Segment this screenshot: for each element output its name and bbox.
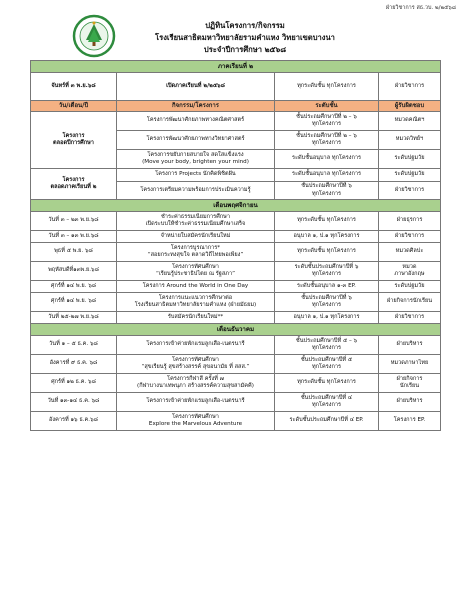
table-row: วันที่ ๑ – ๕ ธ.ค. ๖๘ โครงการเข้าค่ายพักแรมลูกเสือ-เนตรนารี ชั้นประถมศึกษาปีที่ ๕ – ๖ ทุกโครงการ ฝ่ายบริหาร	[31, 336, 441, 355]
school-logo-icon	[72, 14, 116, 58]
col-owner: ผู้รับผิดชอบ	[379, 101, 441, 112]
table-row: ศุกร์ที่ ๑๔ พ.ย. ๖๘ โครงการแนะแนวการศึกษาต่อ โรงเรียนสาธิตมหาวิทยาลัยรามคำแหง (ฝ่ายมัธยม) ชั้นประถมศึกษาปีที่ ๖ ทุกโครงการ ฝ่ายกิจการนักเรียน	[31, 293, 441, 312]
table-row: วันที่ ๑๓-๑๔ ธ.ค. ๖๘ โครงการเข้าค่ายพักแรมลูกเสือ-เนตรนารี ชั้นประถมศึกษาปีที่ ๔ ทุกโครงการ ฝ่ายบริหาร	[31, 393, 441, 412]
page-note: ฝ่ายวิชาการ สธ.วบ. ๒/๒๕๖๘	[385, 5, 456, 11]
calendar-table	[30, 60, 441, 431]
sem-group-label: โครงการ ตลอดภาคเรียนที่ ๒	[31, 169, 117, 200]
december-band: เดือนธันวาคม	[31, 324, 441, 336]
table-row: พุธที่ ๕ พ.ย. ๖๘ โครงการบูรณาการ* “สอยกระทงสุขใจ ตลาดวิถีไทยพอเพียง” ทุกระดับชั้น ทุกโครงการ หมวดศิลปะ	[31, 243, 441, 262]
table-row: วันที่ ๓ – ๒๓ พ.ย.๖๘ ชำระค่าธรรมเนียมการศึกษา เปิดระบบให้ชำระค่าธรรมเนียมศึกษาเสร็จ ทุกระดับชั้น ทุกโครงการ ฝ่ายธุรการ	[31, 212, 441, 231]
col-date: วัน/เดือน/ปี	[31, 101, 117, 112]
semester-band: ภาคเรียนที่ ๒	[31, 61, 441, 73]
november-band: เดือนพฤศจิกายน	[31, 200, 441, 212]
table-row: โครงการเตรียมความพร้อมการประเมินความรู้ ชั้นประถมศึกษาปีที่ ๖ ทุกโครงการ ฝ่ายวิชาการ	[31, 182, 441, 200]
table-row: อังคารที่ ๙ ธ.ค. ๖๘ โครงการทัศนศึกษา “สุขเรียนรู้ สุขสร้างสรรค์ สุขอนามัย ที่ สสส.” ชั้นประถมศึกษาปีที่ ๕ ทุกโครงการ หมวดภาษาไทย	[31, 355, 441, 374]
opening-activity: เปิดภาคเรียนที่ ๒/๒๕๖๘	[117, 73, 275, 101]
table-row: โครงการ ตลอดภาคเรียนที่ ๒ โครงการ Projects นักคิดพิชิตฝัน ระดับชั้นอนุบาล ทุกโครงการ ระดับปฐมวัย	[31, 169, 441, 182]
table-row: โครงการขยับกายสบายใจ สดใสแข็งแรง (Move your body, brighten your mind) ระดับชั้นอนุบาล ทุกโครงการ ระดับปฐมวัย	[31, 150, 441, 169]
opening-owner: ฝ่ายวิชาการ	[379, 73, 441, 101]
column-header-row	[31, 101, 441, 112]
table-row: โครงการพัฒนาศักยภาพทางวิทยาศาสตร์ ชั้นประถมศึกษาปีที่ ๒ – ๖ ทุกโครงการ หมวดวิทย์ฯ	[31, 131, 441, 150]
table-row: พฤหัสบดีที่๑๓พ.ย.๖๘ โครงการทัศนศึกษา “เรียนรู้ประชาธิปไตย ณ รัฐสภา” ระดับชั้นประถมศึกษาปีที่ ๖ ทุกโครงการ หมวด ภาษาอังกฤษ	[31, 262, 441, 281]
year-group-label: โครงการ ตลอดปีการศึกษา	[31, 112, 117, 169]
col-level: ระดับชั้น	[275, 101, 379, 112]
table-row: อังคารที่ ๑๖ ธ.ค.๖๘ โครงการทัศนศึกษา Explore the Marvelous Adventure ระดับชั้นประถมศึกษาปีที่ ๔ EP. โครงการ EP.	[31, 412, 441, 431]
table-row: วันที่ ๒๕-๒๗ พ.ย.๖๘ รับสมัครนักเรียนใหม่** อนุบาล ๑, ป.๑ ทุกโครงการ ฝ่ายวิชาการ	[31, 312, 441, 324]
opening-date: จันทร์ที่ ๓ พ.ย.๖๘	[31, 73, 117, 101]
opening-row	[31, 73, 441, 101]
header-title: ปฏิทินโครงการ/กิจกรรม	[205, 21, 285, 30]
header-year: ประจำปีการศึกษา ๒๕๖๘	[203, 45, 287, 54]
header-school: โรงเรียนสาธิตมหาวิทยาลัยรามคำแหง วิทยาเขตบางนา	[155, 33, 335, 42]
table-row: ศุกร์ที่ ๑๒ ธ.ค. ๖๘ โครงการกีฬาสี ครั้งที่ ๗ (กีฬาบางนาเทพนุภา สร้างสรรค์ความสุขสามัคคี) ทุกระดับชั้น ทุกโครงการ ฝ่ายกิจการ นักเรียน	[31, 374, 441, 393]
table-row: ศุกร์ที่ ๑๔ พ.ย. ๖๘ โครงการ Around the World in One Day ระดับชั้นอนุบาล ๑-๓ EP. ระดับปฐมวัย	[31, 281, 441, 293]
table-row: วันที่ ๓ – ๑๓ พ.ย.๖๘ จำหน่ายใบสมัครนักเรียนใหม่ อนุบาล ๑, ป.๑ ทุกโครงการ ฝ่ายวิชาการ	[31, 231, 441, 243]
col-activity: กิจกรรม/โครงการ	[117, 101, 275, 112]
table-row: โครงการ ตลอดปีการศึกษา โครงการพัฒนาศักยภาพทางคณิตศาสตร์ ชั้นประถมศึกษาปีที่ ๒ – ๖ ทุกโครงการ หมวดคณิตฯ	[31, 112, 441, 131]
document-header	[120, 20, 370, 56]
opening-level: ทุกระดับชั้น ทุกโครงการ	[275, 73, 379, 101]
